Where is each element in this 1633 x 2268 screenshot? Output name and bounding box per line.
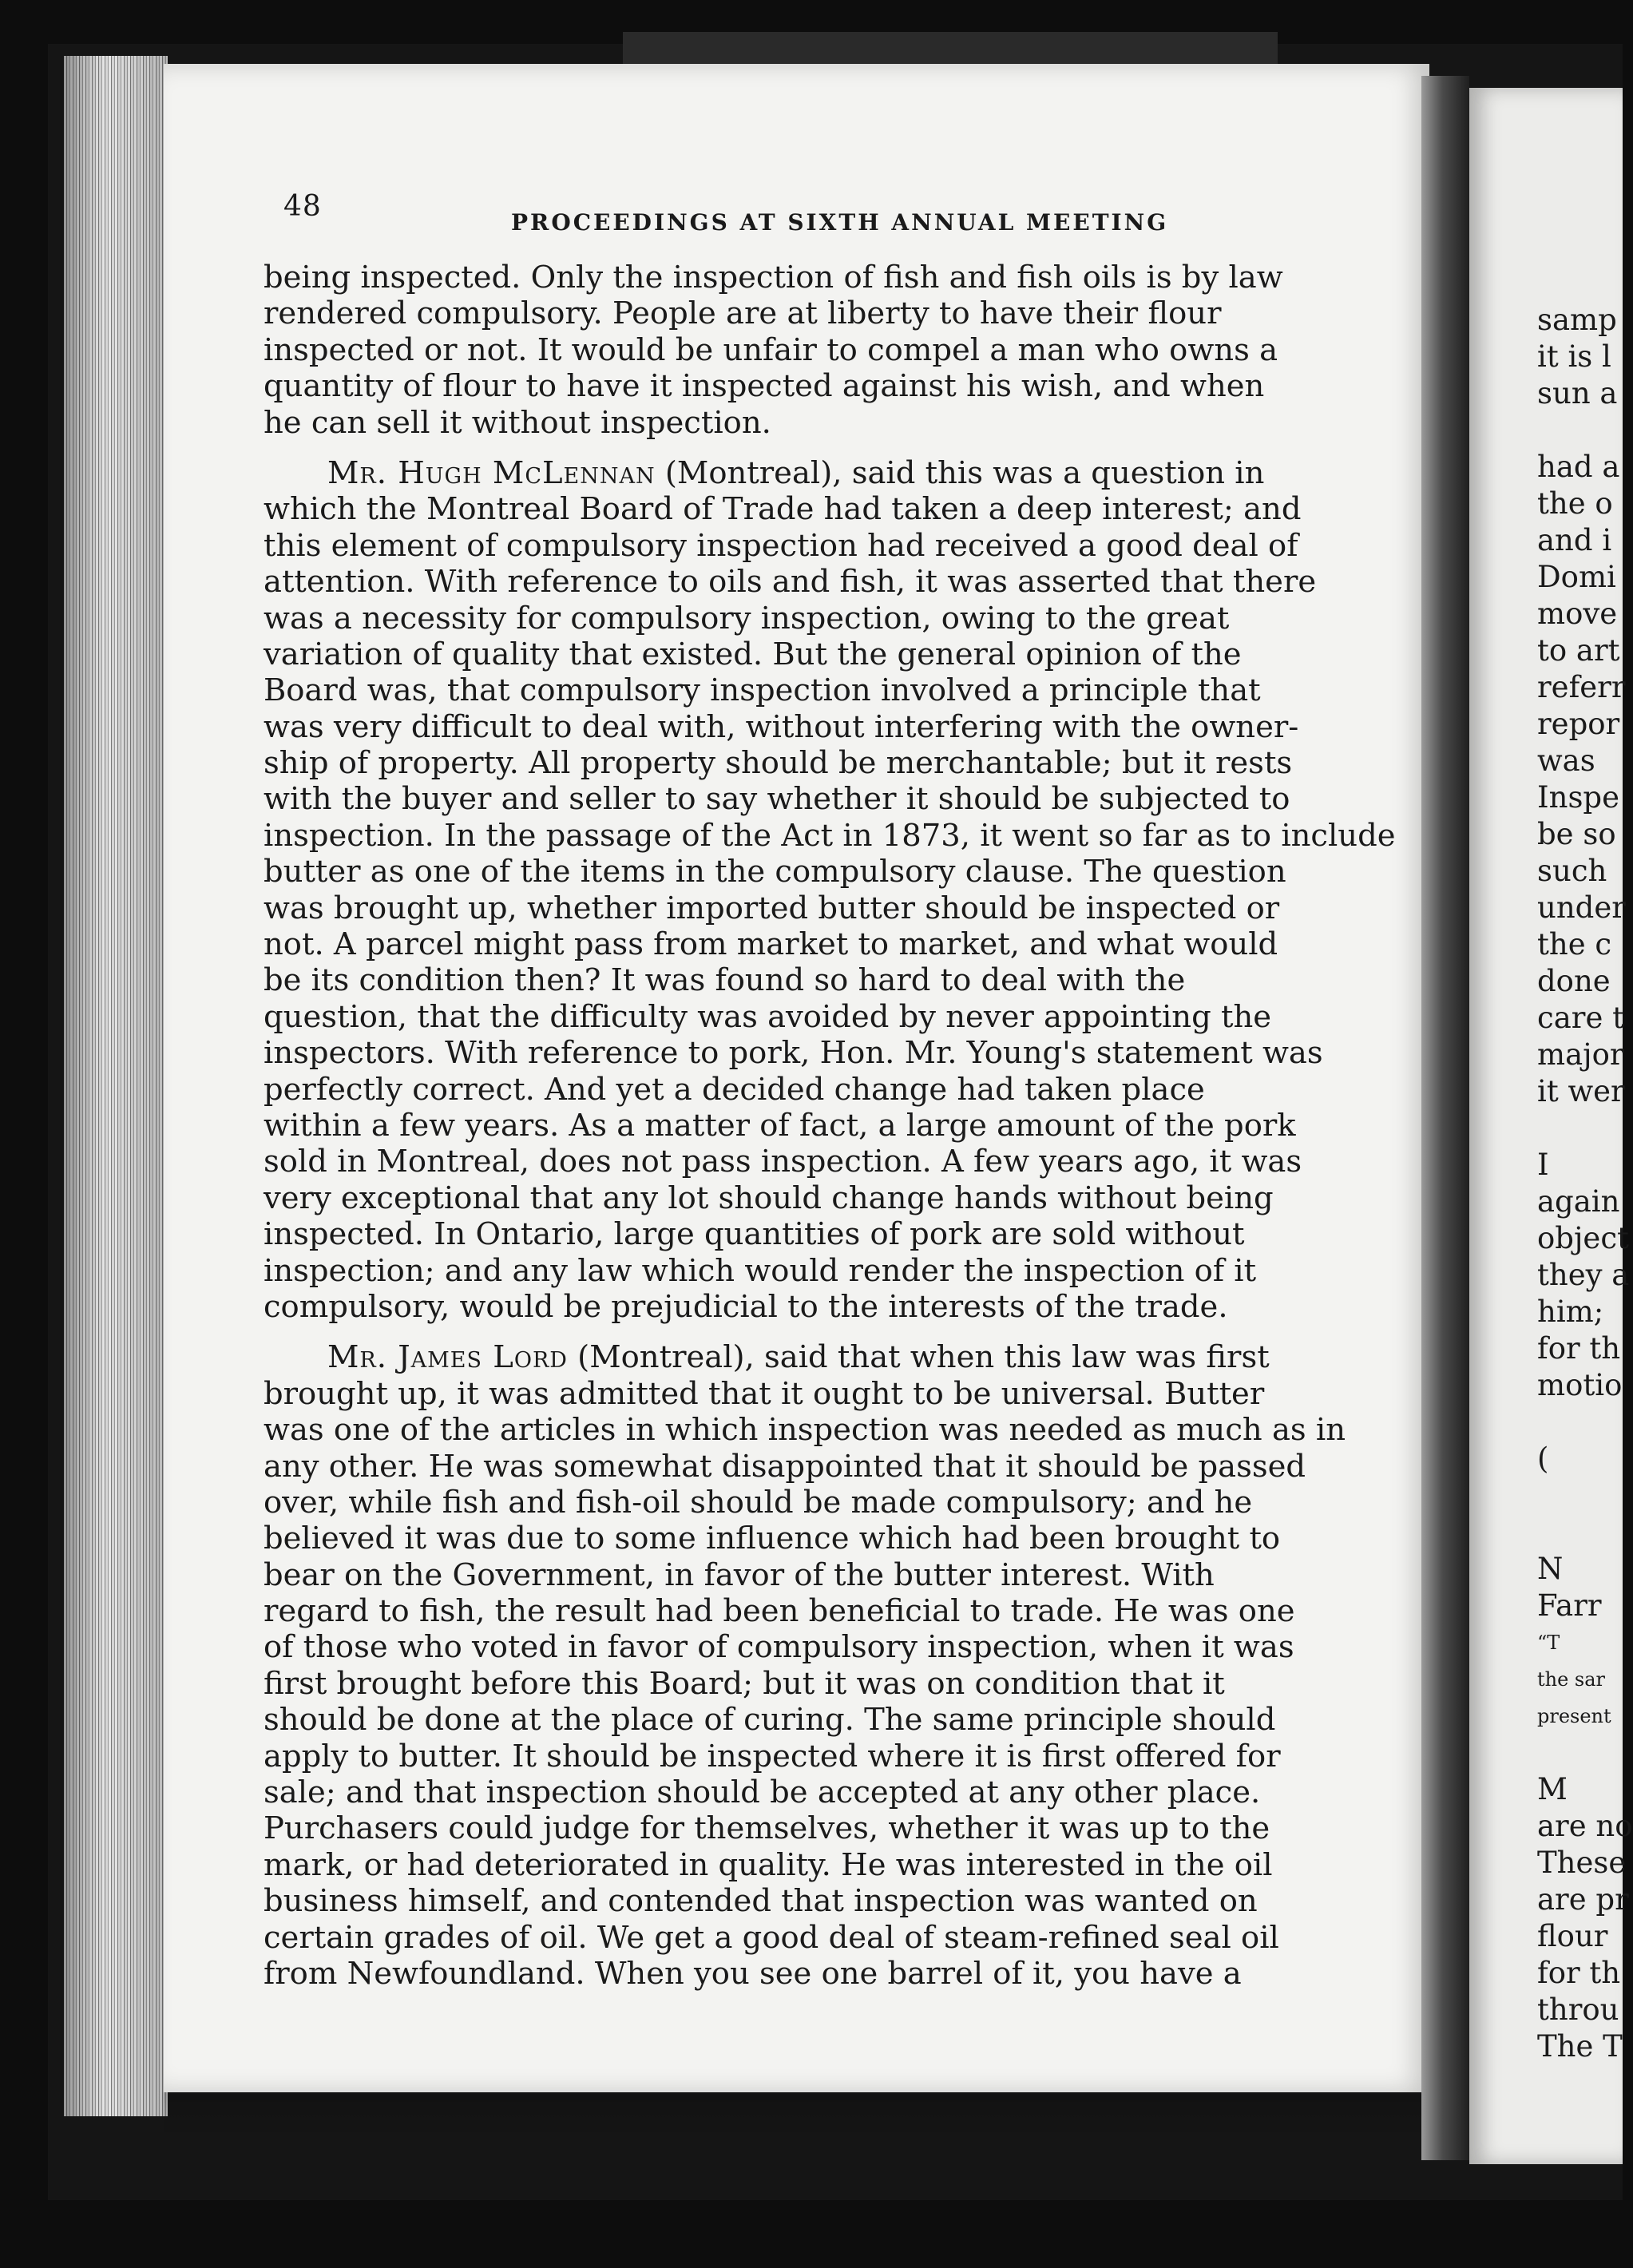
text-line: variation of quality that existed. But the general opinion of the (264, 636, 1242, 672)
right-page-fragment: under (1537, 890, 1626, 925)
text-line: from Newfoundland. When you see one barrel of it, you have a (264, 1955, 1242, 1992)
right-page-fragment: sun a (1537, 376, 1618, 410)
text-line: this element of compulsory inspection had received a good deal of (264, 527, 1298, 564)
right-page-fragment: flour (1537, 1919, 1608, 1953)
paragraph-3 (264, 1339, 1346, 1992)
text-line: sale; and that inspection should be accepted at any other place. (264, 1774, 1261, 1811)
right-page-fragment: M (1537, 1772, 1568, 1806)
right-page-fragment: move (1537, 597, 1618, 631)
speaker-name: Mr. James Lord (327, 1339, 568, 1376)
right-page-fragment: Domi (1537, 560, 1616, 594)
text-line: not. A parcel might pass from market to market, and what would (264, 926, 1278, 963)
text-line: very exceptional that any lot should change hands without being (264, 1180, 1274, 1216)
text-line (264, 1339, 1310, 1375)
text-line: believed it was due to some influence which had been brought to (264, 1521, 1281, 1557)
text-line: was brought up, whether imported butter should be inspected or (264, 890, 1280, 926)
text-line: perfectly correct. And yet a decided change had taken place (264, 1071, 1205, 1108)
text-line: ship of property. All property should be merchantable; but it rests (264, 745, 1293, 782)
right-page-fragment: the sar (1537, 1668, 1606, 1691)
text-line: brought up, it was admitted that it ought to be universal. Butter (264, 1375, 1265, 1412)
right-page-fragment: done (1537, 964, 1611, 998)
right-page-fragment: was (1537, 743, 1595, 778)
text-run: (Montreal), said that when this law was first (567, 1339, 1270, 1376)
text-line: be its condition then? It was found so hard to deal with the (264, 962, 1186, 999)
running-head: PROCEEDINGS AT SIXTH ANNUAL MEETING (511, 209, 1169, 236)
text-line: attention. With reference to oils and fish, it was asserted that there (264, 564, 1317, 601)
text-line: inspected or not. It would be unfair to compel a man who owns a (264, 331, 1278, 368)
right-page-fragment (1537, 1404, 1623, 1441)
right-page-text (1537, 302, 1633, 2065)
text-line: inspectors. With reference to pork, Hon. Mr. Young's statement was (264, 1035, 1323, 1072)
speaker-name: Mr. Hugh McLennan (327, 454, 656, 491)
right-page-fragment: for th (1537, 1956, 1621, 1990)
right-page-fragment: such (1537, 854, 1607, 888)
text-line: which the Montreal Board of Trade had taken a deep interest; and (264, 491, 1302, 528)
right-page-fragment: Inspe (1537, 780, 1620, 815)
right-page-fragment: be so (1537, 817, 1616, 851)
right-page-fragment: samp (1537, 303, 1617, 337)
text-line: with the buyer and seller to say whether it should be subjected to (264, 781, 1290, 818)
right-page-fragment (1537, 1735, 1623, 1771)
right-page-fragment: and i (1537, 523, 1612, 557)
text-line: butter as one of the items in the compulsory clause. The question (264, 854, 1286, 890)
text-line: Purchasers could judge for themselves, whether it was up to the (264, 1810, 1270, 1847)
right-page-fragment: repor (1537, 707, 1620, 741)
right-page-fragment: throu (1537, 1992, 1619, 2027)
text-line: he can sell it without inspection. (264, 404, 771, 441)
right-page-fragment: it is l (1537, 339, 1611, 374)
right-page-fragment (1537, 412, 1623, 449)
right-page-fragment: they a (1537, 1258, 1630, 1292)
right-page-fragment (1537, 1514, 1623, 1551)
text-line: first brought before this Board; but it was on condition that it (264, 1665, 1225, 1702)
text-line: was very difficult to deal with, without interfering with the owner- (264, 708, 1299, 745)
text-line: within a few years. As a matter of fact, a large amount of the pork (264, 1107, 1296, 1144)
text-line: apply to butter. It should be inspected where it is first offered for (264, 1738, 1281, 1774)
page-number: 48 (283, 190, 322, 223)
right-page-fragment: object (1537, 1221, 1629, 1255)
right-page-fragment: care t (1537, 1001, 1624, 1035)
right-page-fragment: are no (1537, 1809, 1633, 1843)
right-page-fragment: motio (1537, 1368, 1623, 1402)
text-line: inspected. In Ontario, large quantities of pork are sold without (264, 1216, 1245, 1253)
page-bottom-shadow (164, 2092, 1429, 2140)
text-line (264, 455, 1310, 491)
text-line: business himself, and contended that inspection was wanted on (264, 1883, 1258, 1920)
text-line: bear on the Government, in favor of the butter interest. With (264, 1556, 1215, 1593)
text-line: inspection; and any law which would render the inspection of it (264, 1252, 1257, 1289)
right-page-fragment: I (1537, 1148, 1549, 1182)
text-line: any other. He was somewhat disappointed that it should be passed (264, 1448, 1306, 1485)
text-line: question, that the difficulty was avoided by never appointing the (264, 998, 1272, 1035)
right-page-fragment: him; (1537, 1295, 1604, 1329)
right-page-fragment: Farr (1537, 1588, 1602, 1623)
text-line: regard to fish, the result had been beneficial to trade. He was one (264, 1593, 1295, 1630)
right-page-fragment: “T (1537, 1632, 1560, 1654)
right-page-fragment: referr (1537, 670, 1626, 704)
text-line: was a necessity for compulsory inspection, owing to the great (264, 600, 1230, 636)
right-page-fragment: The T (1537, 2029, 1623, 2064)
text-line: certain grades of oil. We get a good deal of steam-refined seal oil (264, 1919, 1279, 1956)
right-page-fragment: These (1537, 1846, 1627, 1880)
text-line: rendered compulsory. People are at liberty to have their flour (264, 295, 1222, 332)
text-line: compulsory, would be prejudicial to the interests of the trade. (264, 1288, 1228, 1325)
book-top-edge (623, 32, 1278, 64)
right-page-fragment: to art (1537, 633, 1620, 668)
text-line: should be done at the place of curing. The same principle should (264, 1702, 1276, 1739)
right-page-fragment: N (1537, 1552, 1564, 1586)
text-run: (Montreal), said this was a question in (655, 454, 1265, 491)
right-page-fragment: it wer (1537, 1074, 1625, 1108)
text-line: being inspected. Only the inspection of fish and fish oils is by law (264, 260, 1283, 295)
right-page-fragment: present (1537, 1705, 1611, 1727)
right-page-fragment: ( (1537, 1441, 1549, 1476)
right-page-fragment: for th (1537, 1331, 1621, 1366)
text-line: inspection. In the passage of the Act in 1873, it went so far as to include (264, 817, 1396, 854)
body-text (264, 260, 1396, 1992)
text-line: was one of the articles in which inspection was needed as much as in (264, 1412, 1346, 1449)
right-page-fragment (1537, 1477, 1623, 1514)
right-page-fragment: had a (1537, 450, 1620, 484)
paragraph-1 (264, 260, 1310, 441)
text-line: Board was, that compulsory inspection involved a principle that (264, 672, 1261, 709)
right-page-fragment: are pr (1537, 1882, 1629, 1917)
paragraph-2 (264, 454, 1396, 1325)
text-line: of those who voted in favor of compulsory inspection, when it was (264, 1629, 1294, 1666)
right-page-fragment: again (1537, 1184, 1620, 1219)
page-edges-shadow (64, 56, 168, 2116)
right-page-fragment (1537, 1110, 1623, 1147)
book-gutter (1421, 76, 1469, 2160)
text-line: quantity of flour to have it inspected against his wish, and when (264, 368, 1265, 405)
right-page-fragment: the o (1537, 486, 1613, 521)
right-page-fragment: the c (1537, 927, 1612, 962)
text-line: over, while fish and fish-oil should be made compulsory; and he (264, 1484, 1253, 1521)
text-line: sold in Montreal, does not pass inspection. A few years ago, it was (264, 1144, 1302, 1180)
right-page-fragment: major (1537, 1037, 1624, 1072)
text-line: mark, or had deteriorated in quality. He was interested in the oil (264, 1846, 1273, 1883)
